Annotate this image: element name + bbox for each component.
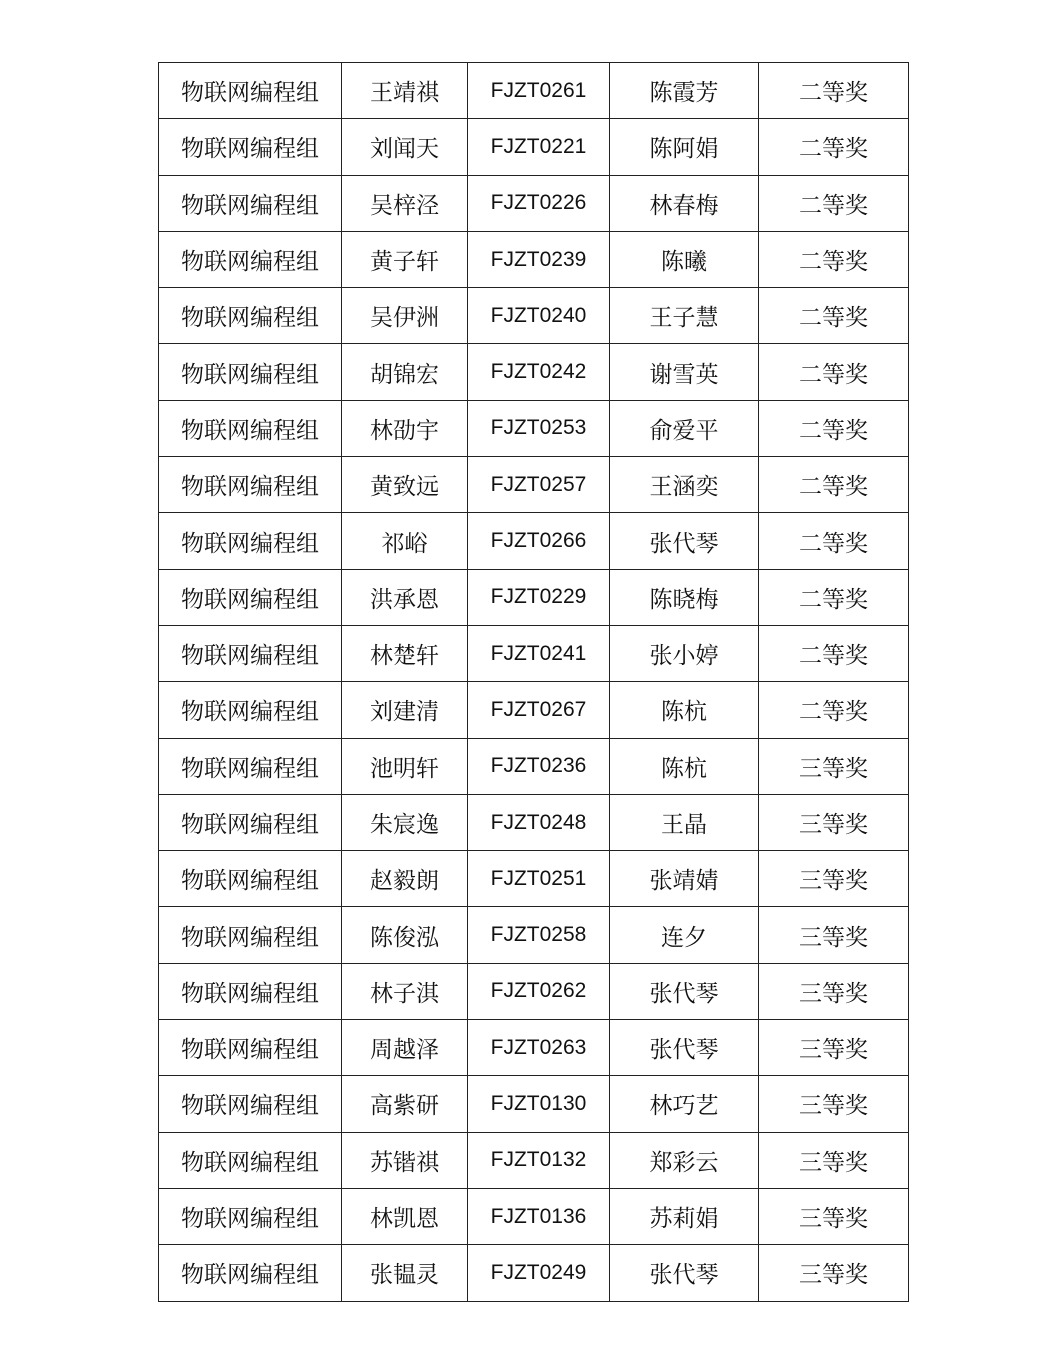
award-cell: 二等奖 — [759, 119, 909, 175]
entry-code-cell: FJZT0130 — [468, 1076, 610, 1132]
group-cell: 物联网编程组 — [159, 794, 342, 850]
teacher-name-cell: 张代琴 — [610, 513, 759, 569]
table-row — [159, 682, 909, 738]
entry-code-cell: FJZT0267 — [468, 682, 610, 738]
award-cell: 二等奖 — [759, 513, 909, 569]
entry-code-cell: FJZT0240 — [468, 288, 610, 344]
teacher-name-cell: 郑彩云 — [610, 1132, 759, 1188]
entry-code-cell: FJZT0262 — [468, 963, 610, 1019]
award-cell: 三等奖 — [759, 1020, 909, 1076]
student-name-cell: 张韫灵 — [342, 1245, 468, 1301]
entry-code-cell: FJZT0221 — [468, 119, 610, 175]
group-cell: 物联网编程组 — [159, 1076, 342, 1132]
teacher-name-cell: 俞爱平 — [610, 400, 759, 456]
group-cell: 物联网编程组 — [159, 119, 342, 175]
table-row — [159, 1076, 909, 1132]
award-cell: 二等奖 — [759, 231, 909, 287]
teacher-name-cell: 林巧艺 — [610, 1076, 759, 1132]
group-cell: 物联网编程组 — [159, 344, 342, 400]
student-name-cell: 祁峪 — [342, 513, 468, 569]
group-cell: 物联网编程组 — [159, 457, 342, 513]
table-row — [159, 231, 909, 287]
award-cell: 三等奖 — [759, 1188, 909, 1244]
award-cell: 三等奖 — [759, 794, 909, 850]
award-cell: 三等奖 — [759, 963, 909, 1019]
group-cell: 物联网编程组 — [159, 625, 342, 681]
table-row — [159, 1020, 909, 1076]
entry-code-cell: FJZT0266 — [468, 513, 610, 569]
student-name-cell: 洪承恩 — [342, 569, 468, 625]
entry-code-cell: FJZT0253 — [468, 400, 610, 456]
teacher-name-cell: 张靖婧 — [610, 851, 759, 907]
award-cell: 二等奖 — [759, 682, 909, 738]
group-cell: 物联网编程组 — [159, 682, 342, 738]
student-name-cell: 池明轩 — [342, 738, 468, 794]
award-cell: 二等奖 — [759, 625, 909, 681]
table-row — [159, 1245, 909, 1301]
table-row — [159, 457, 909, 513]
group-cell: 物联网编程组 — [159, 513, 342, 569]
group-cell: 物联网编程组 — [159, 963, 342, 1019]
entry-code-cell: FJZT0241 — [468, 625, 610, 681]
table-row — [159, 569, 909, 625]
entry-code-cell: FJZT0136 — [468, 1188, 610, 1244]
group-cell: 物联网编程组 — [159, 1020, 342, 1076]
teacher-name-cell: 林春梅 — [610, 175, 759, 231]
award-cell: 二等奖 — [759, 63, 909, 119]
entry-code-cell: FJZT0229 — [468, 569, 610, 625]
student-name-cell: 赵毅朗 — [342, 851, 468, 907]
student-name-cell: 黄子轩 — [342, 231, 468, 287]
table-row — [159, 1132, 909, 1188]
teacher-name-cell: 陈晓梅 — [610, 569, 759, 625]
teacher-name-cell: 王涵奕 — [610, 457, 759, 513]
student-name-cell: 林凯恩 — [342, 1188, 468, 1244]
entry-code-cell: FJZT0249 — [468, 1245, 610, 1301]
entry-code-cell: FJZT0236 — [468, 738, 610, 794]
table-row — [159, 794, 909, 850]
group-cell: 物联网编程组 — [159, 288, 342, 344]
group-cell: 物联网编程组 — [159, 851, 342, 907]
teacher-name-cell: 陈霞芳 — [610, 63, 759, 119]
table-row — [159, 625, 909, 681]
teacher-name-cell: 陈阿娟 — [610, 119, 759, 175]
table-row — [159, 400, 909, 456]
entry-code-cell: FJZT0263 — [468, 1020, 610, 1076]
entry-code-cell: FJZT0251 — [468, 851, 610, 907]
award-cell: 二等奖 — [759, 400, 909, 456]
entry-code-cell: FJZT0257 — [468, 457, 610, 513]
student-name-cell: 陈俊泓 — [342, 907, 468, 963]
table-row — [159, 1188, 909, 1244]
group-cell: 物联网编程组 — [159, 1132, 342, 1188]
student-name-cell: 高紫研 — [342, 1076, 468, 1132]
table-row — [159, 175, 909, 231]
entry-code-cell: FJZT0239 — [468, 231, 610, 287]
teacher-name-cell: 陈杭 — [610, 682, 759, 738]
teacher-name-cell: 陈杭 — [610, 738, 759, 794]
teacher-name-cell: 张代琴 — [610, 1245, 759, 1301]
student-name-cell: 林楚轩 — [342, 625, 468, 681]
teacher-name-cell: 连夕 — [610, 907, 759, 963]
table-row — [159, 851, 909, 907]
teacher-name-cell: 陈曦 — [610, 231, 759, 287]
award-cell: 二等奖 — [759, 569, 909, 625]
entry-code-cell: FJZT0226 — [468, 175, 610, 231]
entry-code-cell: FJZT0261 — [468, 63, 610, 119]
table-row — [159, 119, 909, 175]
group-cell: 物联网编程组 — [159, 738, 342, 794]
teacher-name-cell: 王晶 — [610, 794, 759, 850]
group-cell: 物联网编程组 — [159, 569, 342, 625]
table-row — [159, 63, 909, 119]
student-name-cell: 刘闻天 — [342, 119, 468, 175]
table-row — [159, 288, 909, 344]
teacher-name-cell: 苏莉娟 — [610, 1188, 759, 1244]
group-cell: 物联网编程组 — [159, 1245, 342, 1301]
award-table-body — [159, 63, 909, 1302]
student-name-cell: 朱宸逸 — [342, 794, 468, 850]
student-name-cell: 周越泽 — [342, 1020, 468, 1076]
award-cell: 三等奖 — [759, 738, 909, 794]
award-cell: 三等奖 — [759, 907, 909, 963]
group-cell: 物联网编程组 — [159, 63, 342, 119]
student-name-cell: 王靖祺 — [342, 63, 468, 119]
student-name-cell: 胡锦宏 — [342, 344, 468, 400]
entry-code-cell: FJZT0242 — [468, 344, 610, 400]
group-cell: 物联网编程组 — [159, 231, 342, 287]
table-row — [159, 738, 909, 794]
group-cell: 物联网编程组 — [159, 1188, 342, 1244]
teacher-name-cell: 王子慧 — [610, 288, 759, 344]
student-name-cell: 吴伊洲 — [342, 288, 468, 344]
teacher-name-cell: 谢雪英 — [610, 344, 759, 400]
table-row — [159, 907, 909, 963]
award-cell: 三等奖 — [759, 851, 909, 907]
award-table — [158, 62, 909, 1302]
entry-code-cell: FJZT0258 — [468, 907, 610, 963]
group-cell: 物联网编程组 — [159, 400, 342, 456]
table-row — [159, 344, 909, 400]
award-cell: 二等奖 — [759, 344, 909, 400]
group-cell: 物联网编程组 — [159, 175, 342, 231]
entry-code-cell: FJZT0248 — [468, 794, 610, 850]
table-row — [159, 513, 909, 569]
teacher-name-cell: 张代琴 — [610, 963, 759, 1019]
teacher-name-cell: 张小婷 — [610, 625, 759, 681]
award-cell: 三等奖 — [759, 1245, 909, 1301]
table-row — [159, 963, 909, 1019]
group-cell: 物联网编程组 — [159, 907, 342, 963]
student-name-cell: 黄致远 — [342, 457, 468, 513]
student-name-cell: 苏锴祺 — [342, 1132, 468, 1188]
award-cell: 三等奖 — [759, 1132, 909, 1188]
award-cell: 三等奖 — [759, 1076, 909, 1132]
award-cell: 二等奖 — [759, 457, 909, 513]
student-name-cell: 林劭宇 — [342, 400, 468, 456]
student-name-cell: 刘建清 — [342, 682, 468, 738]
student-name-cell: 林子淇 — [342, 963, 468, 1019]
teacher-name-cell: 张代琴 — [610, 1020, 759, 1076]
award-cell: 二等奖 — [759, 288, 909, 344]
entry-code-cell: FJZT0132 — [468, 1132, 610, 1188]
award-cell: 二等奖 — [759, 175, 909, 231]
student-name-cell: 吴梓泾 — [342, 175, 468, 231]
